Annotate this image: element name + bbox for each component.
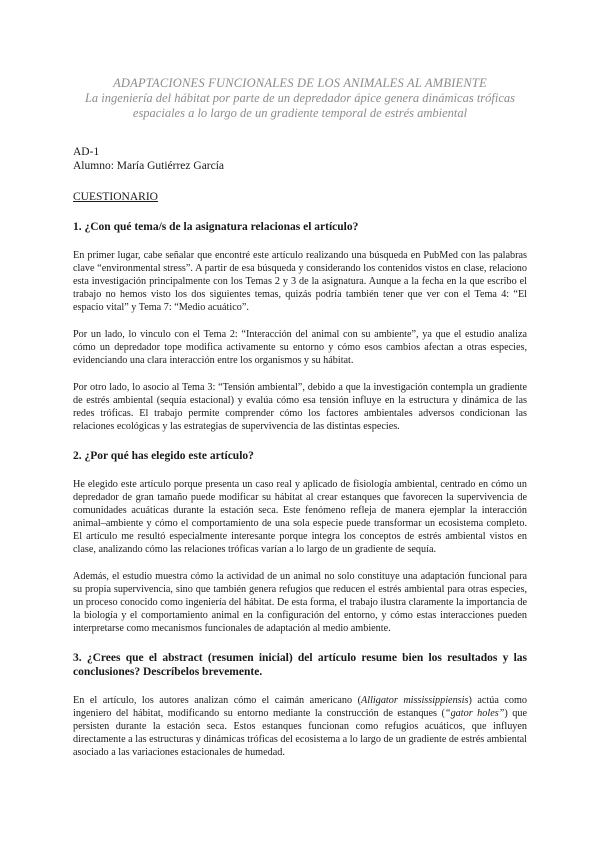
question-2-heading: 2. ¿Por qué has elegido este artículo? bbox=[73, 450, 254, 462]
species-name: Alligator mississippiensis bbox=[361, 695, 469, 706]
question-1-paragraph-1: En primer lugar, cabe señalar que encontré este artículo realizando una búsqueda en PubMed con las palabras clave “environmental stress”. A partir de esa búsqueda y considerando los contenidos vistos en clase, relaciono esta investigación principalmente con los Temas 2 y 3 de la asignatura. Aunque a la fecha en la que escribo el trabajo no hemos visto los dos siguientes temas, quizás podría también tener que ver con el Tema 4: “El espacio vital” y Tema 7: “Medio acuático”. bbox=[73, 250, 527, 313]
question-1-heading: 1. ¿Con qué tema/s de la asignatura relacionas el artículo? bbox=[73, 221, 359, 233]
assignment-code: AD-1 bbox=[73, 146, 100, 158]
section-title: CUESTIONARIO bbox=[73, 191, 158, 203]
document-subtitle-line-2: espaciales a lo largo de un gradiente temporal de estrés ambiental bbox=[132, 106, 468, 120]
question-1-paragraph-3: Por otro lado, lo asocio al Tema 3: “Tensión ambiental”, debido a que la investigación contempla un gradiente de estrés ambiental (sequía estacional) y evalúa cómo esa tensión influye en la estructura y dinámica de las redes tróficas. El trabajo permite comprender cómo los factores ambientales adversos condicionan las relaciones ecológicas y las estrategias de supervivencia de las distintas especies. bbox=[73, 382, 527, 432]
question-2-paragraph-1: He elegido este artículo porque presenta un caso real y aplicado de fisiología ambiental, centrado en cómo un depredador de gran tamaño puede modificar su hábitat al crear estanques que favorecen la supervivencia de comunidades acuáticas durante la estación seca. Este fenómeno refleja de manera ejemplar la interacción animal–ambiente y cómo el comportamiento de una sola especie puede transformar un ecosistema completo. El artículo me resultó especialmente interesante porque integra los conceptos de estrés ambiental vistos en clase, analizando cómo las relaciones tróficas varían a lo largo de un gradiente de sequía. bbox=[73, 479, 527, 555]
q3-text-end: ) que persisten durante la estación seca. Estos estanques funcionan como refugios acuáticos, que influyen directamente a las estructuras y dinámicas tróficas del ecosistema a lo largo de un gradiente de estrés ambiental asociado a las variaciones estacionales de humedad. bbox=[73, 708, 527, 758]
student-info bbox=[73, 145, 527, 173]
question-3-heading: 3. ¿Crees que el abstract (resumen inicial) del artículo resume bien los resultados y las conclusiones? Descríbelos brevemente. bbox=[73, 652, 527, 678]
document-header bbox=[73, 76, 527, 121]
question-3-paragraph-1 bbox=[73, 694, 527, 759]
document-page bbox=[73, 76, 527, 773]
question-1-paragraph-2: Por un lado, lo vinculo con el Tema 2: “Interacción del animal con su ambiente”, ya que el estudio analiza cómo un depredador tope modifica activamente su entorno y cómo esos cambios afectan a otras especies, evidenciando una clara interacción entre los organismos y su hábitat. bbox=[73, 329, 527, 366]
question-2-paragraph-2: Además, el estudio muestra cómo la actividad de un animal no solo constituye una adaptación funcional para su propia supervivencia, sino que también genera refugios que reducen el estrés ambiental para otras especies, un proceso conocido como ingeniería del hábitat. De esta forma, el trabajo ilustra claramente la importancia de la biología y el comportamiento animal en la configuración del entorno, y cómo estas interacciones pueden interpretarse como mecanismos funcionales de adaptación al medio ambiente. bbox=[73, 571, 527, 634]
q3-text-start: En el artículo, los autores analizan cómo el caimán americano ( bbox=[73, 695, 362, 706]
document-title: ADAPTACIONES FUNCIONALES DE LOS ANIMALES AL AMBIENTE bbox=[113, 76, 487, 90]
gator-holes-term: “gator holes” bbox=[444, 708, 505, 719]
document-subtitle-line-1: La ingeniería del hábitat por parte de un depredador ápice genera dinámicas tróficas bbox=[84, 91, 516, 105]
q3-text-middle: ) actúa como ingeniero del hábitat, modificando su entorno mediante la construcción de estanques ( bbox=[73, 695, 527, 719]
student-name: Alumno: María Gutiérrez García bbox=[73, 160, 225, 172]
